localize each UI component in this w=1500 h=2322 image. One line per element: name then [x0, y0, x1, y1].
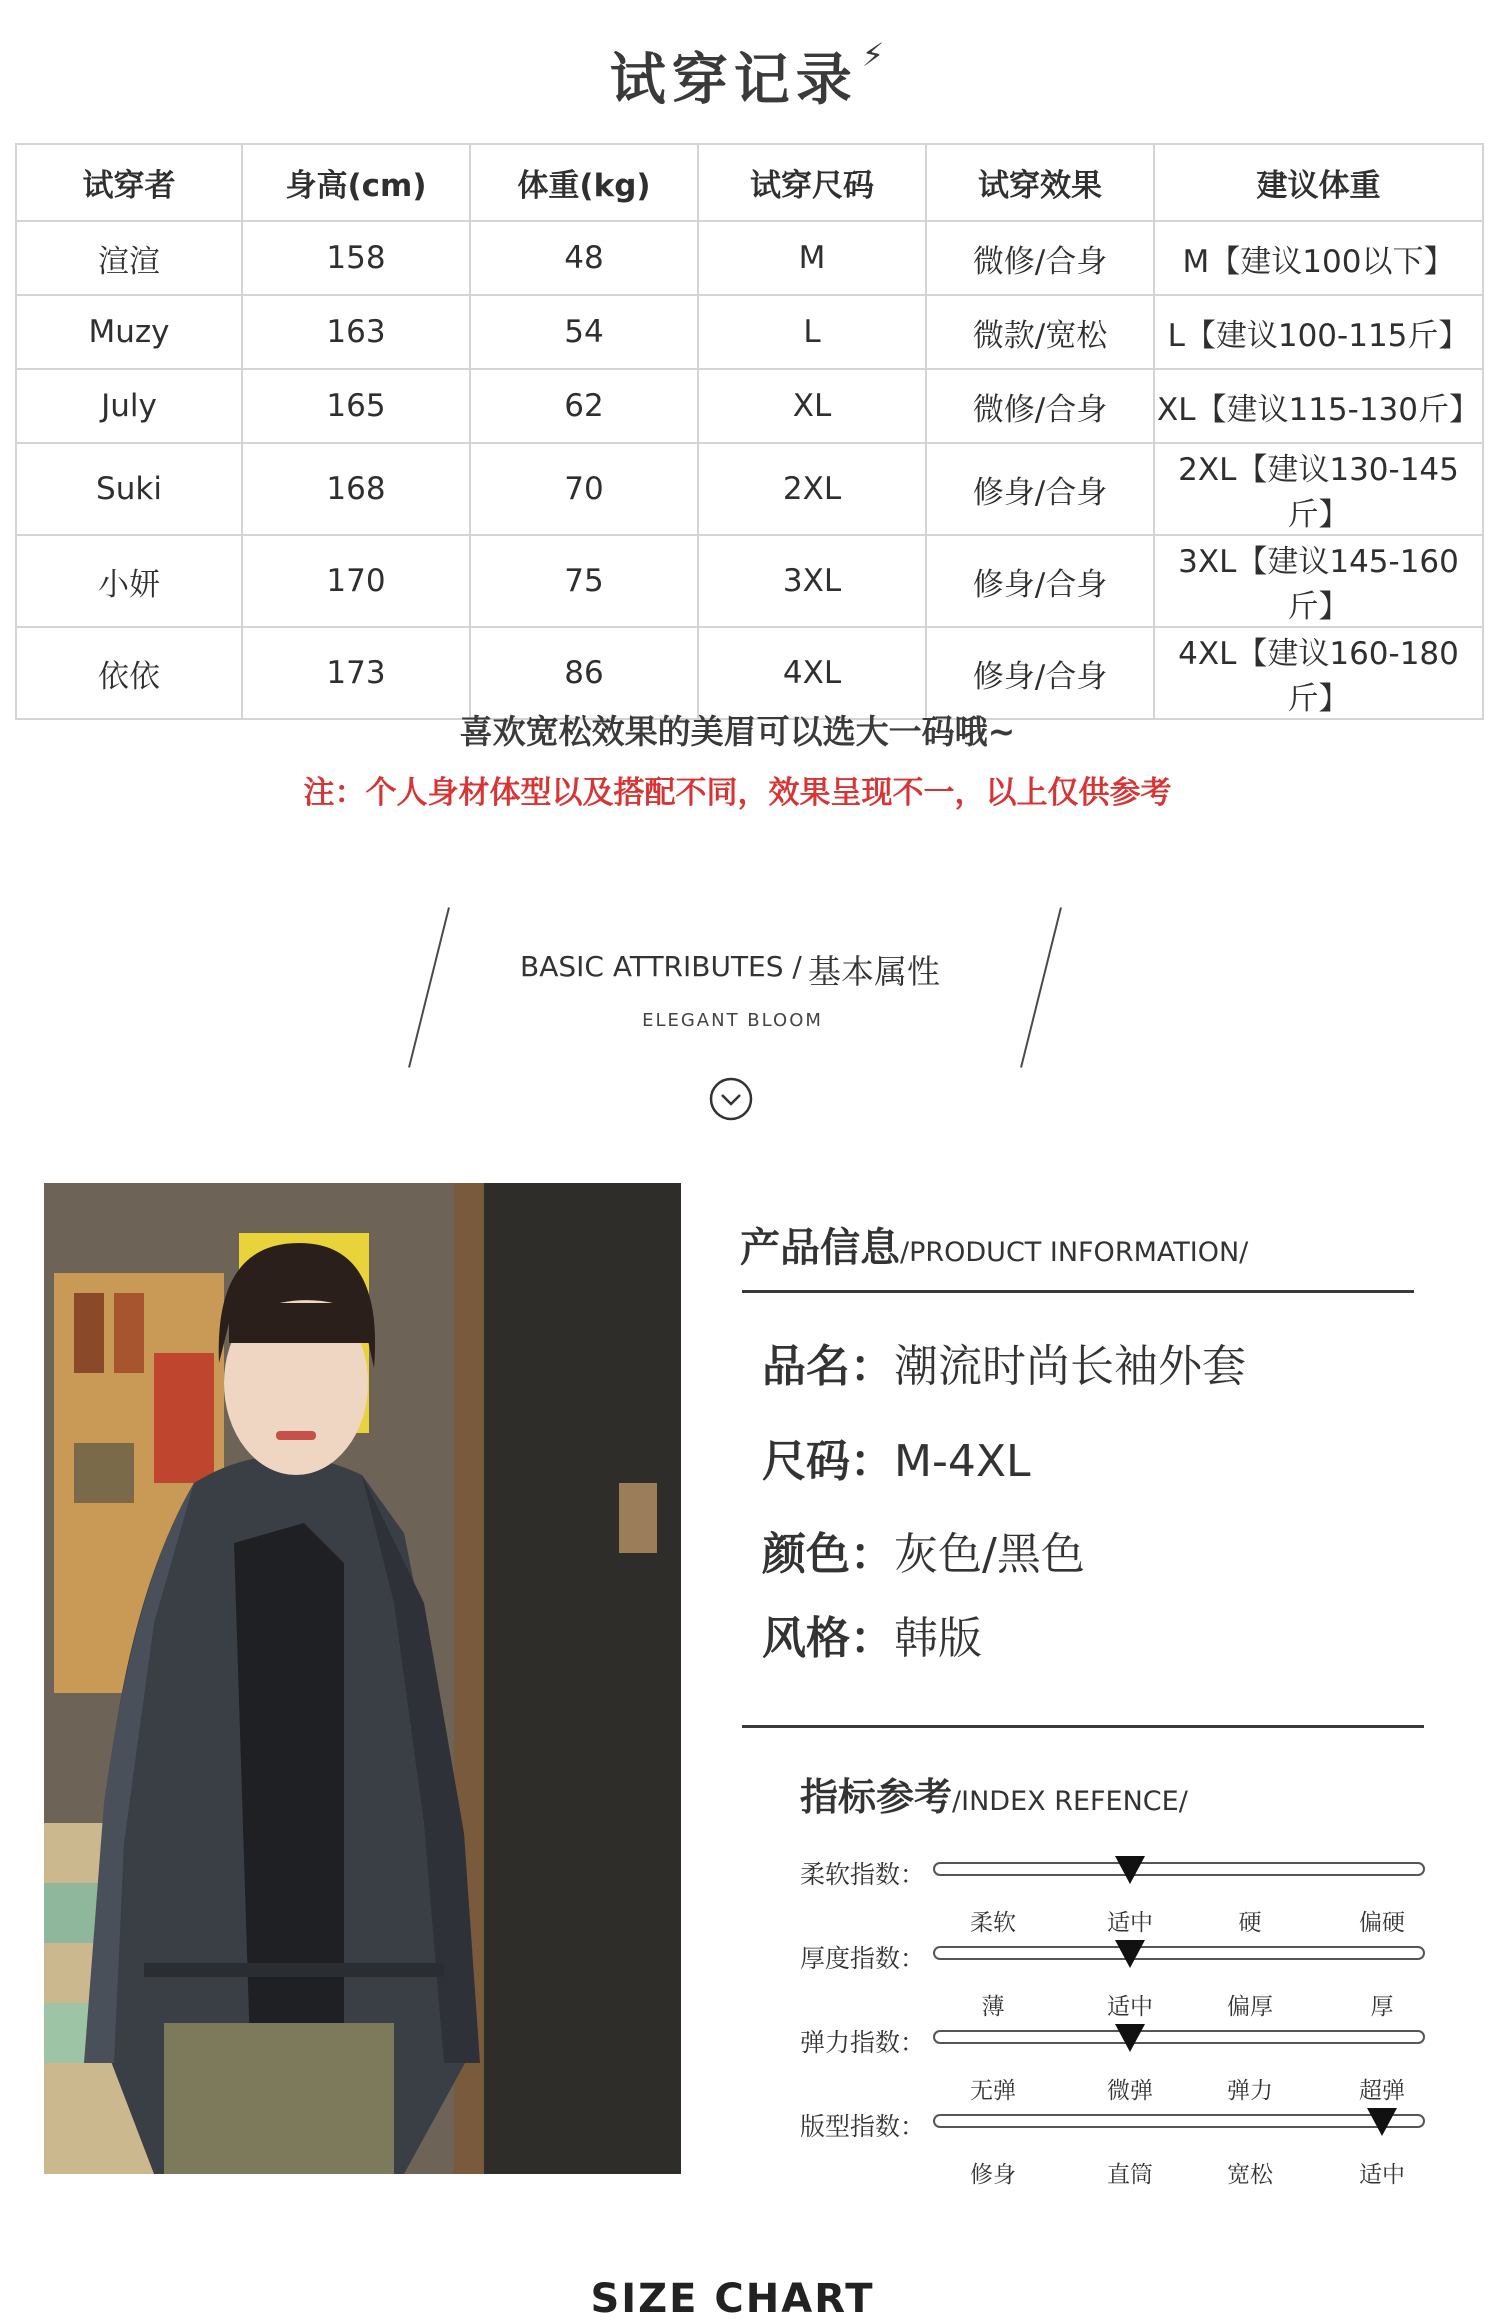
product-name-label: 品名：	[762, 1341, 894, 1392]
product-style-row	[762, 1602, 982, 1666]
size-cell: M	[698, 221, 926, 295]
product-size-row	[762, 1425, 1031, 1489]
recommended-weight-cell: XL【建议115-130斤】	[1154, 369, 1483, 443]
index-reference-heading-en: /INDEX REFENCE/	[952, 1786, 1188, 1817]
size-up-tip: 喜欢宽松效果的美眉可以选大一码哦~	[459, 712, 1016, 751]
recommended-weight-cell: 3XL【建议145-160斤】	[1154, 535, 1483, 627]
index-option: 无弹	[970, 2078, 1016, 2104]
column-header: 体重(kg)	[470, 144, 698, 221]
basic-attributes-cn: 基本属性	[808, 952, 940, 991]
index-marker-icon	[1115, 1856, 1145, 1884]
weight-cell: 75	[470, 535, 698, 627]
index-option: 厚	[1370, 1994, 1394, 2020]
table-row	[16, 295, 1483, 369]
product-color-label: 颜色：	[762, 1529, 894, 1580]
height-cell: 158	[242, 221, 470, 295]
height-cell: 168	[242, 443, 470, 535]
fit-effect-cell: 修身/合身	[926, 443, 1154, 535]
size-cell: L	[698, 295, 926, 369]
index-option: 偏硬	[1359, 1910, 1405, 1936]
height-cell: 173	[242, 627, 470, 719]
index-option: 硬	[1238, 1910, 1262, 1936]
index-option: 柔软	[970, 1910, 1016, 1936]
index-option: 超弹	[1359, 2078, 1405, 2104]
recommended-weight-cell: L【建议100-115斤】	[1154, 295, 1483, 369]
size-cell: XL	[698, 369, 926, 443]
product-model-photo	[44, 1183, 681, 2174]
index-option: 适中	[1107, 1994, 1153, 2020]
product-color-row	[762, 1518, 1085, 1582]
column-header: 试穿者	[16, 144, 242, 221]
tester-name: Suki	[16, 443, 242, 535]
left-slash-divider	[408, 907, 450, 1068]
fit-effect-cell: 微修/合身	[926, 221, 1154, 295]
product-info-divider-top	[742, 1290, 1414, 1293]
index-marker-icon	[1115, 2024, 1145, 2052]
index-label: 版型指数：	[800, 2112, 926, 2141]
weight-cell: 86	[470, 627, 698, 719]
product-info-divider-bottom	[742, 1725, 1424, 1728]
product-size-value: M-4XL	[894, 1436, 1031, 1487]
weight-cell: 70	[470, 443, 698, 535]
fit-effect-cell: 微修/合身	[926, 369, 1154, 443]
product-info-heading-cn: 产品信息	[740, 1225, 900, 1271]
tester-name: 依依	[16, 627, 242, 719]
elegant-bloom-subtitle: ELEGANT BLOOM	[642, 1010, 823, 1031]
product-style-label: 风格：	[762, 1613, 894, 1664]
index-track	[933, 1946, 1425, 1960]
size-cell: 2XL	[698, 443, 926, 535]
fit-effect-cell: 修身/合身	[926, 627, 1154, 719]
index-marker-icon	[1115, 1940, 1145, 1968]
weight-cell: 48	[470, 221, 698, 295]
tester-name: 渲渲	[16, 221, 242, 295]
try-on-title	[0, 36, 1500, 116]
product-style-value: 韩版	[894, 1613, 982, 1664]
height-cell: 170	[242, 535, 470, 627]
product-info-heading-en: /PRODUCT INFORMATION/	[900, 1237, 1249, 1268]
tester-name: July	[16, 369, 242, 443]
product-color-value: 灰色/黑色	[894, 1529, 1085, 1580]
column-header: 建议体重	[1154, 144, 1483, 221]
tester-name: Muzy	[16, 295, 242, 369]
index-marker-icon	[1367, 2108, 1397, 2136]
index-option: 微弹	[1107, 2078, 1153, 2104]
size-cell: 4XL	[698, 627, 926, 719]
height-cell: 163	[242, 295, 470, 369]
index-option: 薄	[981, 1994, 1005, 2020]
column-header: 试穿尺码	[698, 144, 926, 221]
weight-cell: 54	[470, 295, 698, 369]
fit-effect-cell: 微款/宽松	[926, 295, 1154, 369]
recommended-weight-cell: 4XL【建议160-180斤】	[1154, 627, 1483, 719]
index-reference-heading-cn: 指标参考	[800, 1775, 953, 1819]
disclaimer-note: 注：个人身材体型以及搭配不同，效果呈现不一，以上仅供参考	[303, 775, 1172, 811]
index-option: 修身	[970, 2162, 1016, 2188]
index-option: 宽松	[1227, 2162, 1273, 2188]
sparkle-icon: ⚡	[861, 36, 891, 74]
tester-name: 小妍	[16, 535, 242, 627]
index-option: 直筒	[1107, 2162, 1153, 2188]
weight-cell: 62	[470, 369, 698, 443]
index-track	[933, 1862, 1425, 1876]
recommended-weight-cell: M【建议100以下】	[1154, 221, 1483, 295]
index-track	[933, 2030, 1425, 2044]
fit-effect-cell: 修身/合身	[926, 535, 1154, 627]
table-row	[16, 221, 1483, 295]
height-cell: 165	[242, 369, 470, 443]
index-option: 弹力	[1227, 2078, 1273, 2104]
try-on-title-text: 试穿记录	[609, 48, 858, 113]
basic-attributes-en: BASIC ATTRIBUTES /	[520, 950, 802, 983]
try-on-table	[15, 143, 1484, 720]
table-row	[16, 535, 1483, 627]
chevron-down-icon	[709, 1077, 753, 1121]
table-header-row	[16, 144, 1483, 221]
product-size-label: 尺码：	[762, 1436, 894, 1487]
recommended-weight-cell: 2XL【建议130-145斤】	[1154, 443, 1483, 535]
product-name-row	[762, 1330, 1246, 1394]
column-header: 试穿效果	[926, 144, 1154, 221]
table-row	[16, 443, 1483, 535]
index-option: 适中	[1107, 1910, 1153, 1936]
table-row	[16, 369, 1483, 443]
product-info-heading	[740, 1216, 1248, 1273]
product-name-value: 潮流时尚长袖外套	[894, 1341, 1246, 1392]
size-chart-heading: SIZE CHART	[590, 2276, 875, 2322]
index-label: 柔软指数：	[800, 1860, 926, 1889]
right-slash-divider	[1020, 907, 1062, 1068]
index-label: 厚度指数：	[800, 1944, 926, 1973]
index-track	[933, 2114, 1425, 2128]
index-reference-heading	[800, 1766, 1188, 1821]
index-option: 适中	[1359, 2162, 1405, 2188]
column-header: 身高(cm)	[242, 144, 470, 221]
index-option: 偏厚	[1227, 1994, 1273, 2020]
size-cell: 3XL	[698, 535, 926, 627]
index-label: 弹力指数：	[800, 2028, 926, 2057]
